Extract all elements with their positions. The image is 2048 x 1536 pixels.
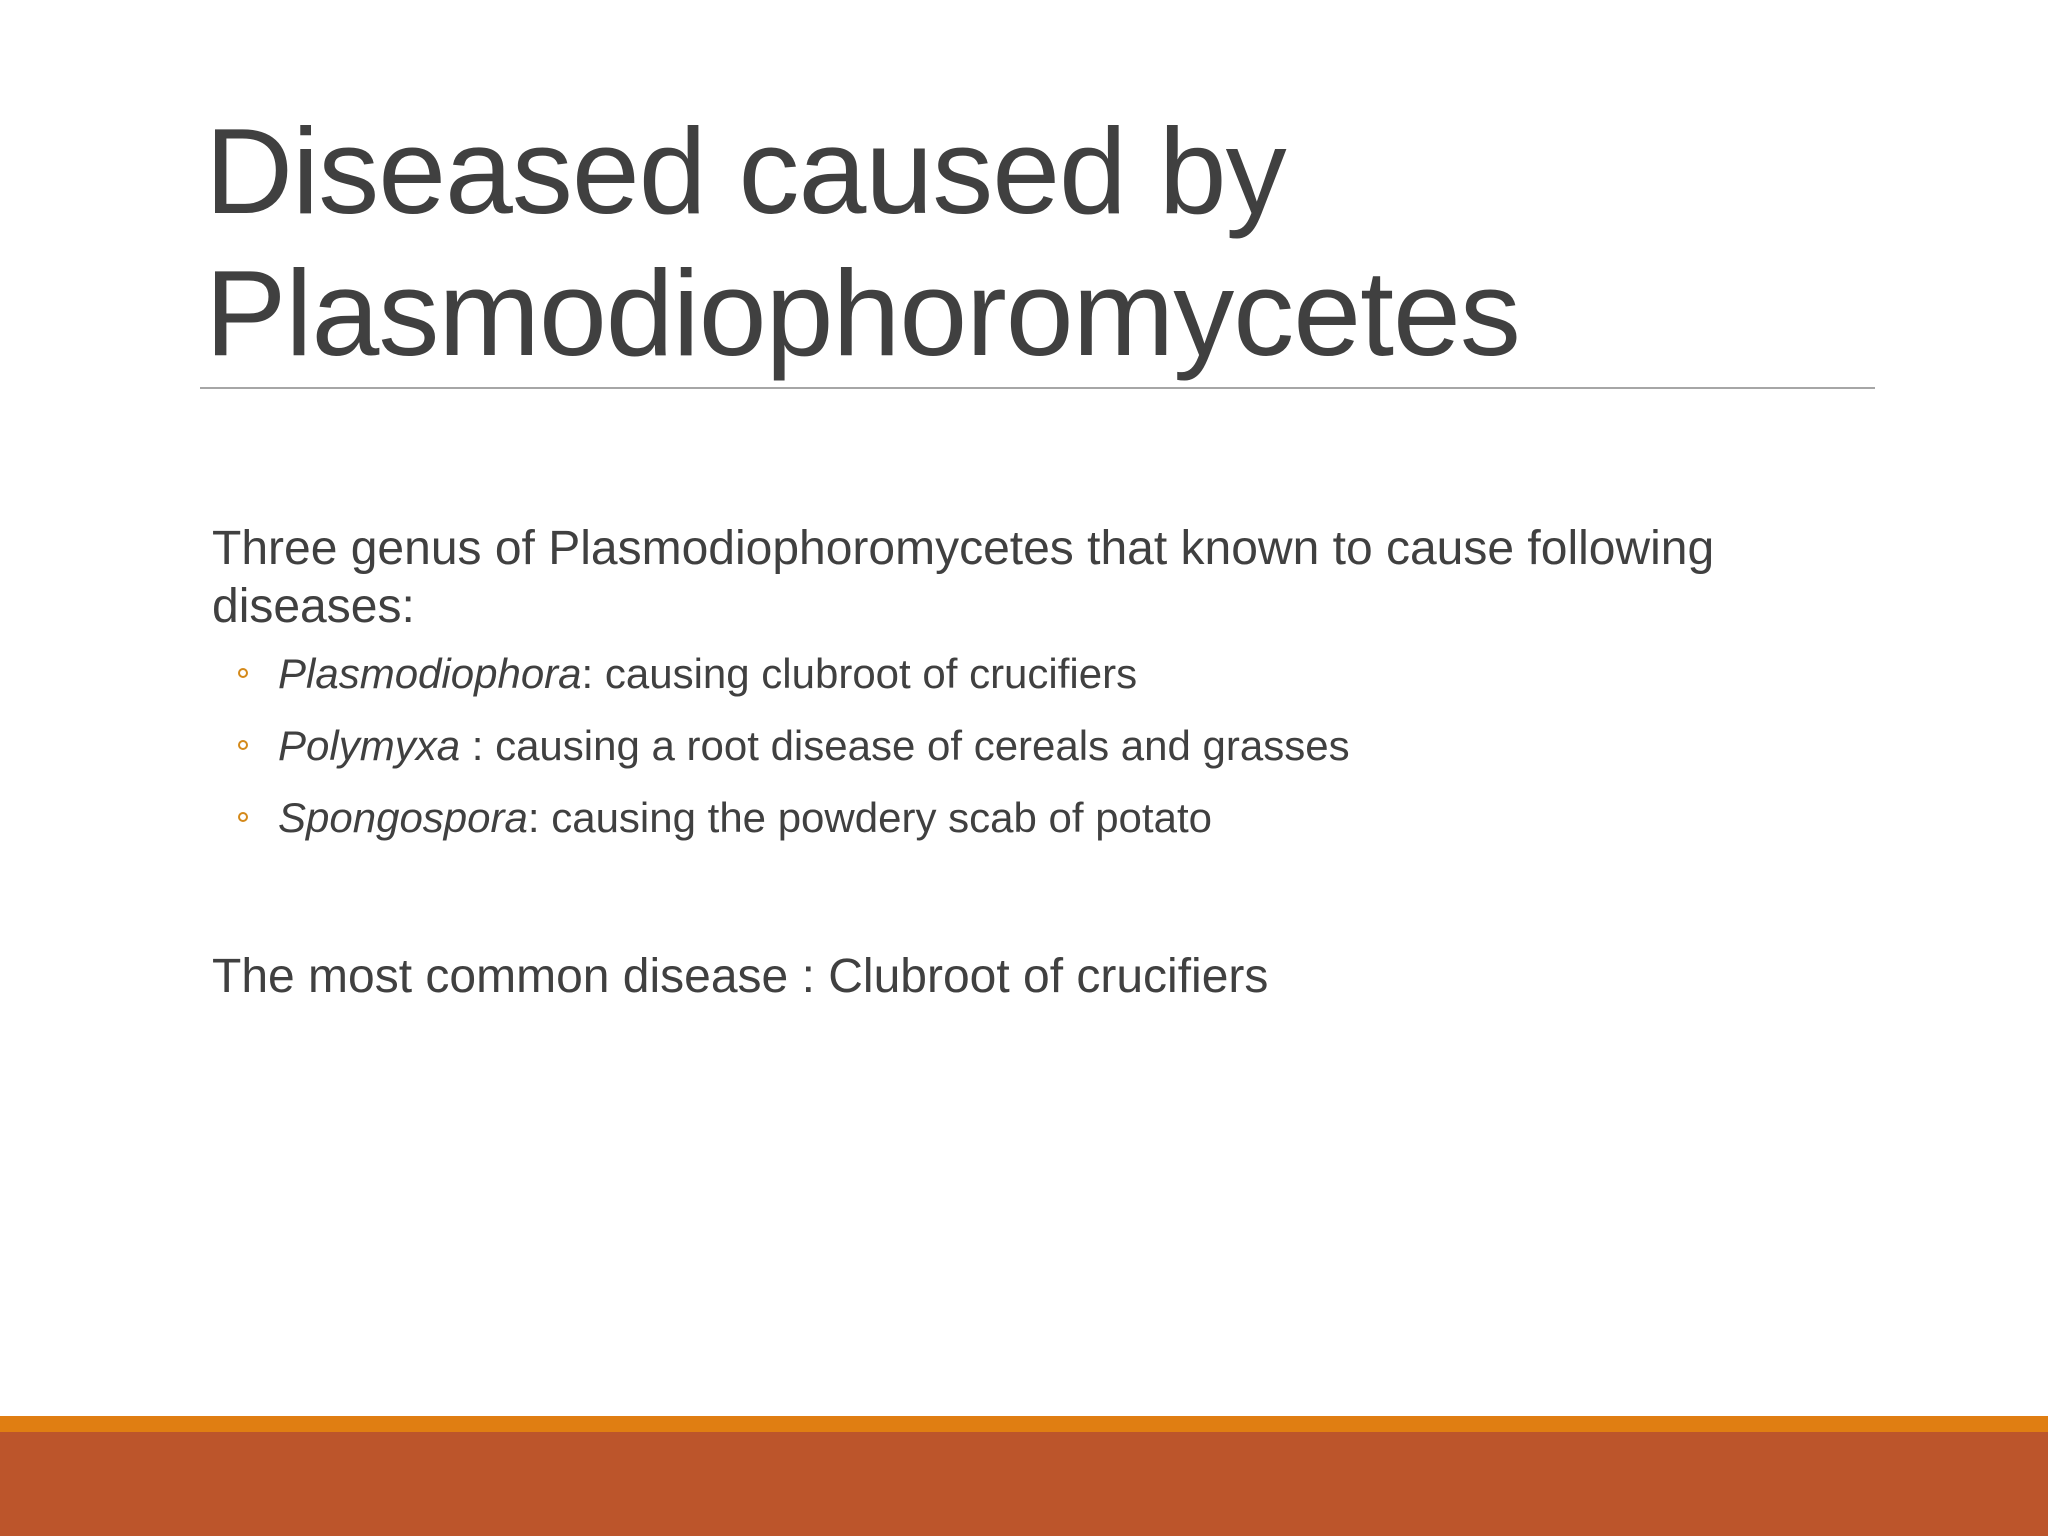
genus-description: : causing clubroot of crucifiers bbox=[581, 650, 1138, 697]
slide-title-line-2: Plasmodiophoromycetes bbox=[205, 245, 1520, 381]
footer-bar bbox=[0, 1432, 2048, 1536]
list-item bbox=[212, 792, 1872, 844]
genus-description: : causing a root disease of cereals and grasses bbox=[460, 722, 1350, 769]
list-item bbox=[212, 648, 1872, 700]
footer-accent-stripe bbox=[0, 1416, 2048, 1432]
genus-name: Plasmodiophora bbox=[278, 650, 582, 697]
circle-bullet-icon bbox=[238, 668, 248, 678]
genus-name: Polymyxa bbox=[278, 722, 461, 769]
circle-bullet-icon bbox=[238, 812, 248, 822]
genus-description: : causing the powdery scab of potato bbox=[527, 794, 1212, 841]
slide-title-line-1: Diseased caused by bbox=[205, 103, 1286, 239]
list-item bbox=[212, 720, 1872, 772]
genus-list bbox=[212, 648, 1872, 844]
slide-title bbox=[205, 100, 1855, 384]
summary-paragraph: The most common disease : Clubroot of crucifiers bbox=[212, 950, 1269, 1003]
intro-paragraph: Three genus of Plasmodiophoromycetes that known to cause following diseases: bbox=[212, 522, 1715, 633]
slide-body bbox=[212, 520, 1872, 1006]
title-divider bbox=[200, 387, 1875, 389]
circle-bullet-icon bbox=[238, 740, 248, 750]
genus-name: Spongospora bbox=[278, 794, 528, 841]
